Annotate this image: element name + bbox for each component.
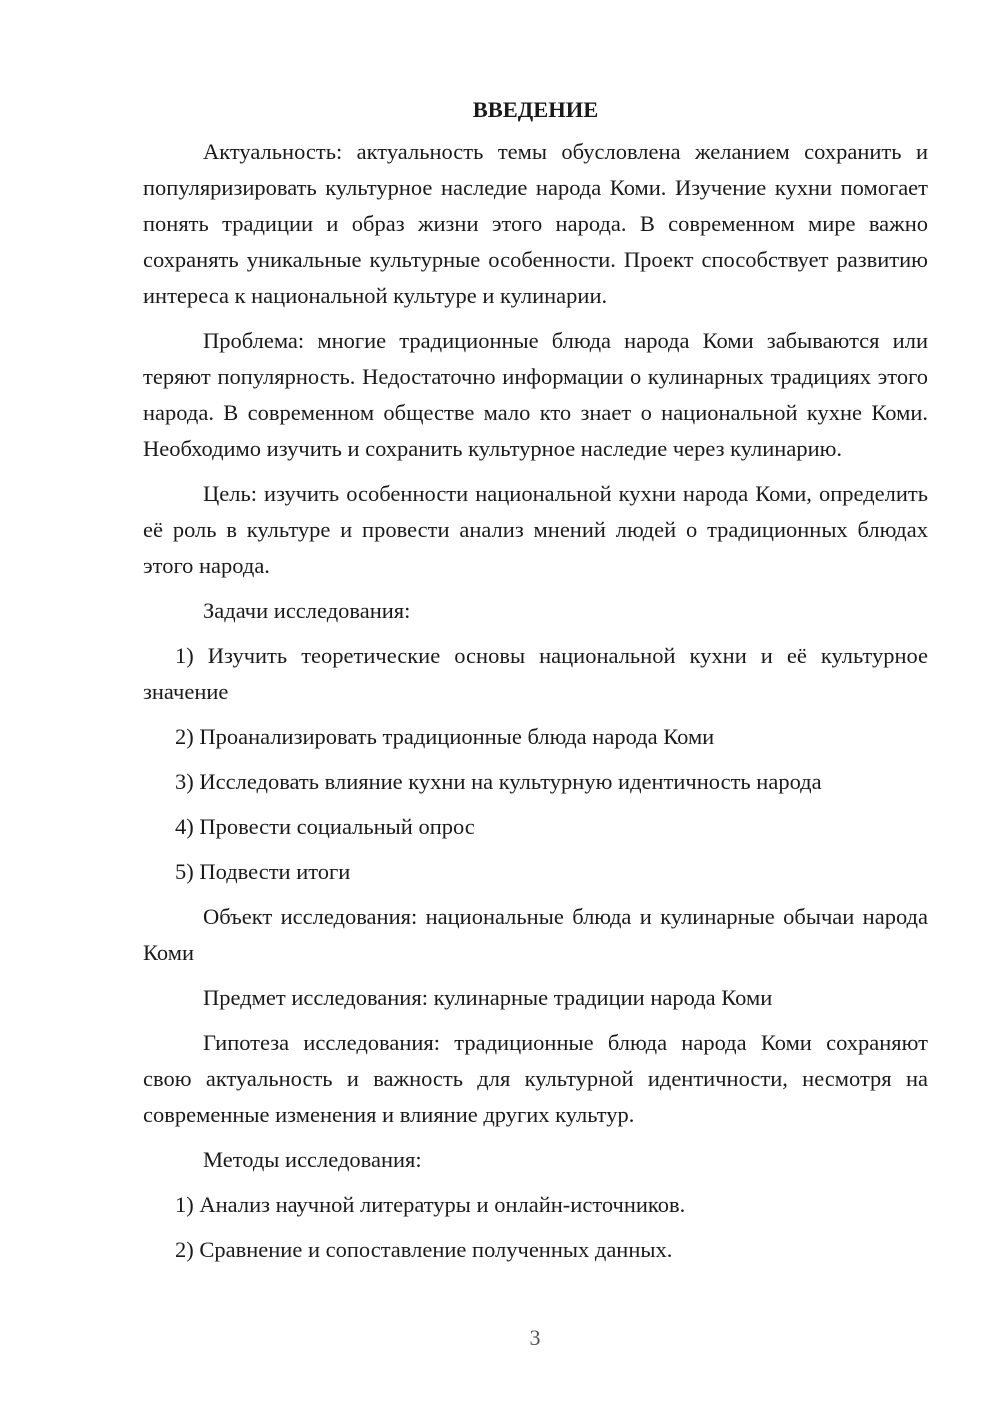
method-item-2: 2) Сравнение и сопоставление полученных данных. (175, 1237, 673, 1262)
task-item-4: 4) Провести социальный опрос (175, 814, 475, 839)
relevance-paragraph: Актуальность: актуальность темы обусловлена желанием сохранить и популяризировать культурное наследие народа Коми. Изучение кухни помогает понять традиции и образ жизни этого народа. В современном мире важно сохранять уникальные культурные особенности. Проект способствует развитию интереса к национальной культуре и кулинарии. (143, 139, 928, 308)
task-item-5: 5) Подвести итоги (175, 859, 351, 884)
method-item-1: 1) Анализ научной литературы и онлайн-источников. (175, 1192, 686, 1217)
methods-heading: Методы исследования: (203, 1147, 422, 1172)
tasks-heading: Задачи исследования: (203, 598, 411, 623)
subject-paragraph: Предмет исследования: кулинарные традиции народа Коми (203, 985, 773, 1010)
goal-paragraph: Цель: изучить особенности национальной кухни народа Коми, определить её роль в культуре и провести анализ мнений людей о традиционных блюдах этого народа. (143, 481, 928, 578)
task-item-1: 1) Изучить теоретические основы национальной кухни и её культурное значение (143, 643, 928, 704)
hypothesis-paragraph: Гипотеза исследования: традиционные блюда народа Коми сохраняют свою актуальность и важность для культурной идентичности, несмотря на современные изменения и влияние других культур. (143, 1030, 928, 1127)
task-item-3: 3) Исследовать влияние кухни на культурную идентичность народа (175, 769, 822, 794)
problem-paragraph: Проблема: многие традиционные блюда народа Коми забываются или теряют популярность. Недостаточно информации о кулинарных традициях этого народа. В современном обществе мало кто знает о национальной кухне Коми. Необходимо изучить и сохранить культурное наследие через кулинарию. (143, 328, 928, 461)
task-item-2: 2) Проанализировать традиционные блюда народа Коми (175, 724, 715, 749)
document-page (143, 92, 928, 1277)
object-paragraph: Объект исследования: национальные блюда и кулинарные обычаи народа Коми (143, 904, 928, 965)
section-title: ВВЕДЕНИЕ (472, 97, 599, 122)
page-number: 3 (529, 1325, 541, 1350)
